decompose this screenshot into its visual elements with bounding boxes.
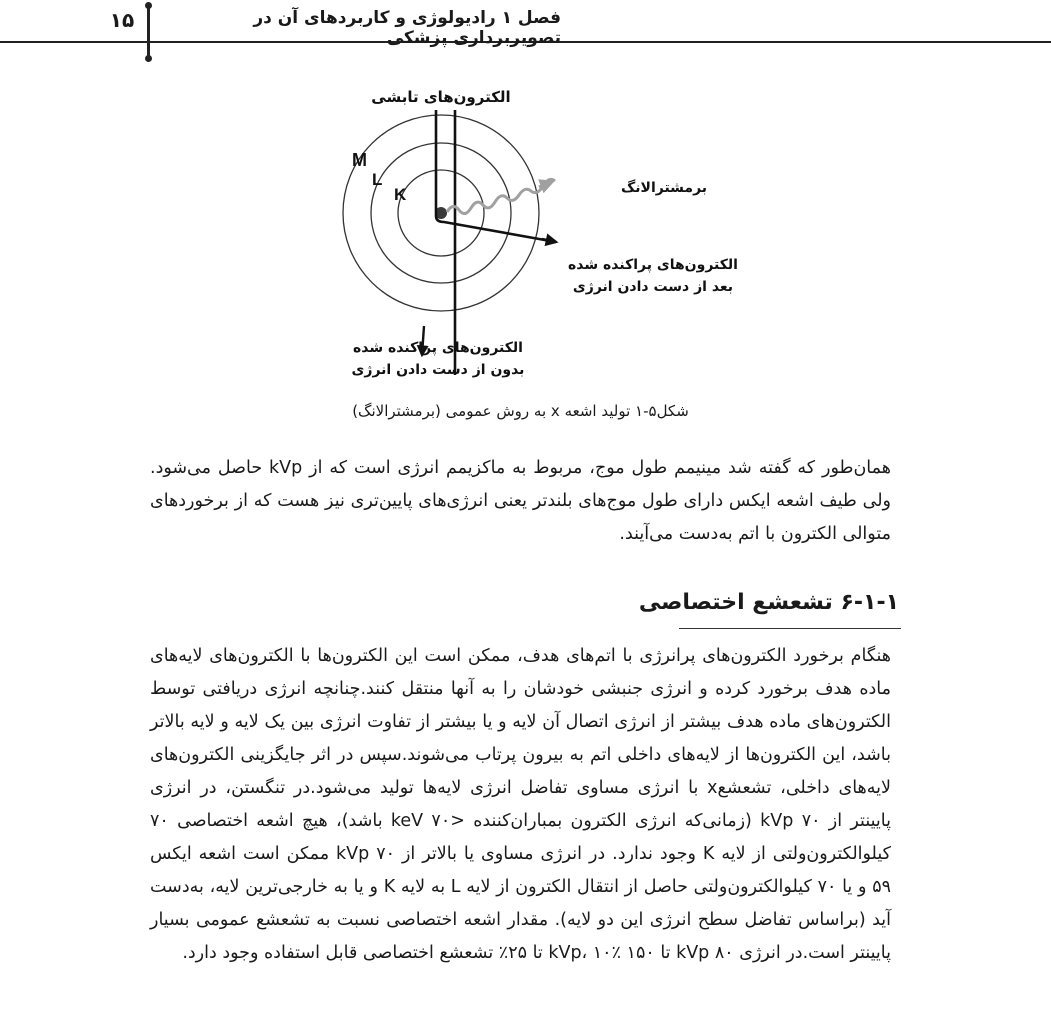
label-scattered-noloss-line2: بدون از دست دادن انرژی xyxy=(351,362,525,378)
shell-m-label: M xyxy=(352,150,367,170)
label-scattered-loss-line1: الکترون‌های پراکنده شده xyxy=(568,257,738,273)
paragraph-1: همان‌طور که گفته شد مینیمم طول موج، مربوط به ماکزیمم انرژی است که از kVp حاصل می‌شود. ولی طیف اشعه ایکس دارای طول موج‌های بلندتر یعنی انرژی‌های پایین‌تری نیز هست که از برخوردهای متوالی الکترون با اتم به‌دست می‌آیند. xyxy=(150,458,891,544)
label-bremsstrahlung: برمشترالانگ xyxy=(620,180,708,196)
bremsstrahlung-figure xyxy=(328,80,738,390)
label-scattered-noloss-line1: الکترون‌های پراکنده شده xyxy=(353,340,523,356)
section-title: ۶-۱-۱ تشعشع اختصاصی xyxy=(638,590,899,615)
section-title-underline xyxy=(679,628,901,629)
shell-k-label: K xyxy=(394,185,407,204)
label-incident-electrons: الکترون‌های تابشی xyxy=(371,88,511,106)
page-number: ۱۵ xyxy=(109,8,135,32)
paragraph-2: هنگام برخورد الکترون‌های پرانرژی با اتم‌های هدف، ممکن است این الکترون‌ها با الکترون‌های لایه‌های ماده هدف برخورد کرده و انرژی جنبشی خودشان را به آنها منتقل کنند.چنانچه انرژی دریافتی توسط الکترون‌های ماده هدف بیشتر از انرژی اتصال آن لایه و یا بیشتر از تفاوت انرژی بین یک لایه و لایه بالاتر باشد، این الکترون‌ها از لایه‌های داخلی اتم به بیرون پرتاب می‌شوند.سپس در اثر جایگزینی الکترون‌های لایه‌های داخلی، تشعشعx با انرژی مساوی تفاضل انرژی لایه‌ها تولید می‌شود.در تنگستن، در انرژی پایینتر از ۷۰ kVp (زمانی‌که انرژی الکترون بمباران‌کننده <۷۰ keV باشد)، هیچ اشعه اختصاصی ۷۰ کیلوالکترون‌ولتی از لایه K وجود ندارد. در انرژی مساوی یا بالاتر از ۷۰ kVp ممکن است اشعه ایکس ۵۹ و یا ۷۰ کیلوالکترون‌ولتی حاصل از انتقال الکترون از لایه L به لایه K و یا به خارجی‌ترین لایه، به‌دست آید (براساس تفاضل سطح انرژی این دو لایه). مقدار اشعه اختصاصی نسبت به تشعشع عمومی بسیار پایینتر است.در انرژی ۸۰ kVp تا ۱۵۰ kVp، ۱۰٪ تا ۲۵٪ تشعشع اختصاصی قابل استفاده وجود دارد. xyxy=(150,646,891,963)
label-scattered-loss-line2: بعد از دست دادن انرژی xyxy=(572,279,734,295)
header-divider-dot-top xyxy=(145,2,152,9)
figure-caption: شکل۵-۱ تولید اشعه x به روش عمومی (برمشترالانگ) xyxy=(352,402,689,420)
running-title: فصل ۱ رادیولوژی و کاربردهای آن در تصویربرداری پزشکی xyxy=(253,8,561,48)
header-divider xyxy=(147,4,150,59)
header-divider-dot-bottom xyxy=(145,55,152,62)
shell-l-label: L xyxy=(372,170,383,189)
